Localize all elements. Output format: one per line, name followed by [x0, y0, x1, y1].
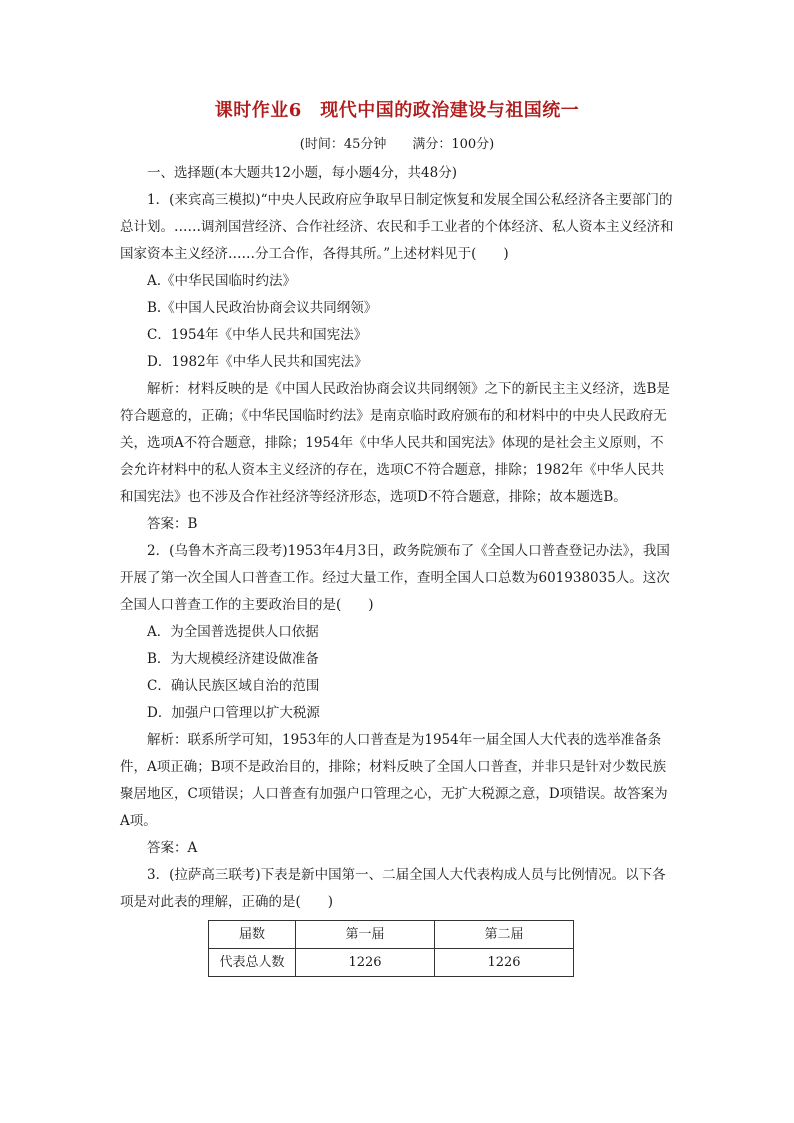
question-1-option-c: C．1954年《中华人民共和国宪法》 — [147, 327, 368, 343]
document-body — [120, 160, 675, 977]
question-2-analysis: 解析：联系所学可知，1953年的人口普查是为1954年一届全国人大代表的选举准备条件，A项正确；B项不是政治目的，排除；材料反映了全国人口普查，并非只是针对少数民族聚居地区，C项错误；人口普查有加强户口管理之心，无扩大税源之意，D项错误。故答案为A项。 — [120, 732, 668, 829]
table-row — [209, 949, 574, 977]
table-cell: 代表总人数 — [209, 949, 296, 977]
delegate-table — [208, 920, 574, 977]
question-2-answer: 答案：A — [147, 840, 198, 856]
question-1-stem: 1．(来宾高三模拟)“中央人民政府应争取早日制定恢复和发展全国公私经济各主要部门的总计划。……调剂国营经济、合作社经济、农民和手工业者的个体经济、私人资本主义经济和国家资本主义经济……分工合作，各得其所。”上述材料见于( ) — [120, 192, 674, 262]
table-cell: 1226 — [296, 949, 435, 977]
page-title: 课时作业6 现代中国的政治建设与祖国统一 — [214, 100, 580, 121]
question-1-option-a: A.《中华民国临时约法》 — [147, 273, 297, 289]
section-heading: 一、选择题(本大题共12小题，每小题4分，共48分) — [147, 165, 457, 181]
question-1-answer: 答案：B — [147, 516, 198, 532]
question-2-option-c: C．确认民族区域自治的范围 — [147, 678, 320, 694]
question-2-option-a: A．为全国普选提供人口依据 — [147, 624, 319, 640]
question-2-option-d: D．加强户口管理以扩大税源 — [147, 705, 320, 721]
table-header-cell: 届数 — [209, 921, 296, 949]
table-header-cell: 第一届 — [296, 921, 435, 949]
question-1-option-d: D．1982年《中华人民共和国宪法》 — [147, 354, 368, 370]
question-2-option-b: B．为大规模经济建设做准备 — [147, 651, 319, 667]
time-score-info: (时间：45分钟 满分：100分) — [299, 137, 495, 152]
question-1-option-b: B.《中国人民政治协商会议共同纲领》 — [147, 300, 378, 316]
question-1-analysis: 解析：材料反映的是《中国人民政治协商会议共同纲领》之下的新民主主义经济，选B是符合题意的，正确；《中华民国临时约法》是南京临时政府颁布的和材料中的中央人民政府无关，选项A不符合题意，排除；1954年《中华人民共和国宪法》体现的是社会主义原则，不会允许材料中的私人资本主义经济的存在，选项C不符合题意，排除；1982年《中华人民共和国宪法》也不涉及合作社经济等经济形态，选项D不符合题意，排除；故本题选B。 — [120, 381, 670, 505]
table-header-row — [209, 921, 574, 949]
question-3-stem: 3．(拉萨高三联考)下表是新中国第一、二届全国人大代表构成人员与比例情况。以下各项是对此表的理解，正确的是( ) — [120, 867, 666, 910]
question-2-stem: 2．(乌鲁木齐高三段考)1953年4月3日，政务院颁布了《全国人口普查登记办法》，我国开展了第一次全国人口普查工作。经过大量工作，查明全国人口总数为601938035人。这次全国人口普查工作的主要政治目的是( ) — [120, 543, 670, 613]
table-header-cell: 第二届 — [435, 921, 574, 949]
table-cell: 1226 — [435, 949, 574, 977]
